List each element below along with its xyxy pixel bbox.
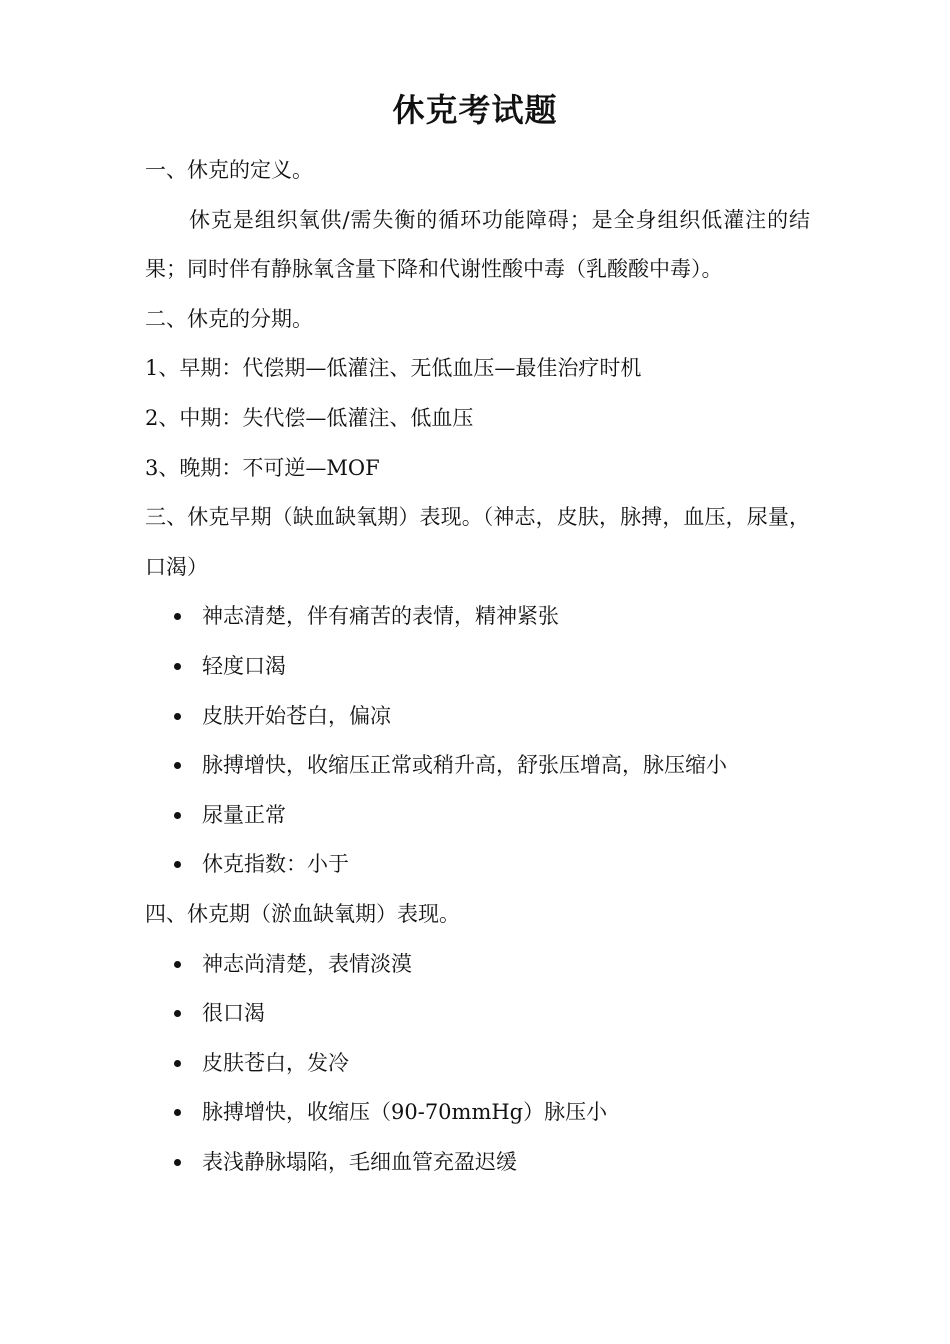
document-body xyxy=(145,146,810,1187)
list-item xyxy=(145,741,810,791)
bullet-icon xyxy=(174,861,181,868)
list-item-text: 轻度口渴 xyxy=(202,653,286,678)
list-item-text: 尿量正常 xyxy=(202,802,286,827)
list-item xyxy=(145,692,810,742)
list-item-text: 表浅静脉塌陷，毛细血管充盈迟缓 xyxy=(202,1149,517,1174)
bullet-icon xyxy=(174,1060,181,1067)
bullet-icon xyxy=(174,762,181,769)
stage-item-late: 3、晚期：不可逆—MOF xyxy=(145,455,380,480)
section-heading-early-signs: 三、休克早期（缺血缺氧期）表现。（神志，皮肤，脉搏，血压，尿量，口渴） xyxy=(145,505,810,579)
list-item xyxy=(145,1039,810,1089)
list-item-text: 很口渴 xyxy=(202,1001,265,1026)
section-heading-stages: 二、休克的分期。 xyxy=(145,306,313,331)
list-item xyxy=(145,940,810,990)
document-title: 休克考试题 xyxy=(392,91,558,129)
bullet-icon xyxy=(174,961,181,968)
bullet-icon xyxy=(174,663,181,670)
definition-paragraph: 休克是组织氧供/需失衡的循环功能障碍；是全身组织低灌注的结果；同时伴有静脉氧含量下降和代谢性酸中毒（乳酸酸中毒）。 xyxy=(145,207,810,282)
stage-item-early: 1、早期：代偿期—低灌注、无低血压—最佳治疗时机 xyxy=(145,356,642,381)
list-item-text: 脉搏增快，收缩压（90-70mmHg）脉压小 xyxy=(202,1100,608,1125)
list-item-text: 神志清楚，伴有痛苦的表情，精神紧张 xyxy=(202,604,559,629)
list-item-text: 休克指数：小于 xyxy=(202,852,349,877)
bullet-icon xyxy=(174,812,181,819)
early-signs-list xyxy=(145,592,810,890)
list-item-text: 皮肤苍白，发冷 xyxy=(202,1050,349,1075)
bullet-icon xyxy=(174,1109,181,1116)
bullet-icon xyxy=(174,1010,181,1017)
bullet-icon xyxy=(174,613,181,620)
list-item-text: 皮肤开始苍白，偏凉 xyxy=(202,703,391,728)
stage-item-middle: 2、中期：失代偿—低灌注、低血压 xyxy=(145,405,474,430)
bullet-icon xyxy=(174,1159,181,1166)
list-item xyxy=(145,642,810,692)
list-item xyxy=(145,592,810,642)
list-item xyxy=(145,791,810,841)
bullet-icon xyxy=(174,713,181,720)
list-item xyxy=(145,989,810,1039)
section-heading-definition: 一、休克的定义。 xyxy=(145,158,313,182)
list-item-text: 神志尚清楚，表情淡漠 xyxy=(202,951,412,976)
list-item xyxy=(145,840,810,890)
list-item-text: 脉搏增快，收缩压正常或稍升高，舒张压增高，脉压缩小 xyxy=(202,753,727,778)
section-heading-shock-phase: 四、休克期（淤血缺氧期）表现。 xyxy=(145,901,460,926)
shock-phase-list xyxy=(145,940,810,1188)
list-item xyxy=(145,1138,810,1188)
list-item xyxy=(145,1088,810,1138)
